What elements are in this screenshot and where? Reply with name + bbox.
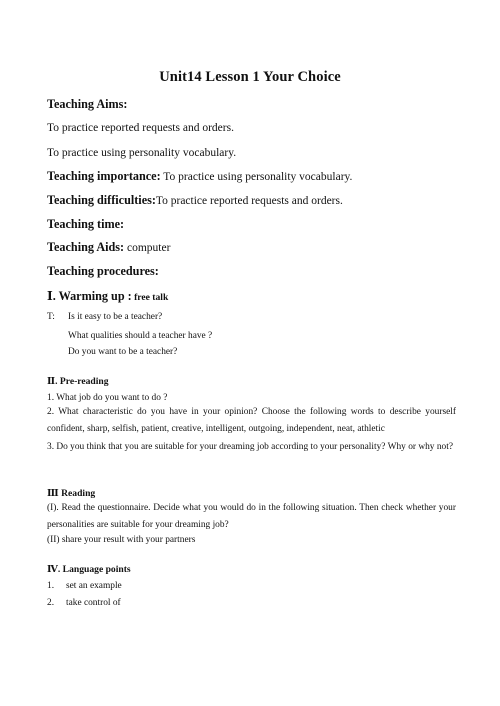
section-2-heading: Ⅱ. Pre-reading [47, 376, 109, 387]
teaching-aim-item: To practice using personality vocabulary. [47, 147, 237, 159]
language-point-number: 1. [47, 581, 55, 591]
teaching-aim-item: To practice reported requests and orders. [47, 122, 234, 134]
teaching-difficulties-value: To practice reported requests and orders. [155, 195, 343, 207]
language-point-text: set an example [66, 581, 122, 591]
teaching-difficulties-label: Teaching difficulties: [47, 193, 156, 207]
language-point-item [47, 597, 121, 610]
section-1-heading-line [47, 289, 168, 305]
language-point-text: take control of [66, 598, 121, 608]
teaching-importance-value: To practice using personality vocabulary. [160, 171, 353, 183]
section-3-paragraph-1: (I). Read the questionnaire. Decide what you would do in the following situation. Then check whether your personalities are suitable for your dreaming job? [47, 503, 456, 531]
teaching-importance-label: Teaching importance: [47, 169, 161, 183]
section-1-question: Is it easy to be a teacher? [68, 312, 163, 322]
teaching-aids-label: Teaching Aids: [47, 240, 125, 254]
teaching-difficulties [47, 193, 343, 208]
section-1-question: Do you want to be a teacher? [68, 347, 178, 357]
teaching-procedures-label: Teaching procedures: [47, 264, 159, 278]
section-1-question: What qualities should a teacher have ? [68, 331, 213, 341]
teaching-aids-value: computer [124, 242, 171, 254]
language-point-item [47, 580, 122, 593]
section-3-paragraph-2: (II) share your result with your partners [47, 535, 196, 545]
section-4-heading: Ⅳ. Language points [47, 564, 131, 575]
teaching-aids [47, 240, 170, 255]
teaching-aims-label: Teaching Aims: [47, 97, 128, 111]
section-1-subheading: free talk [131, 292, 169, 303]
teaching-time-label: Teaching time: [47, 217, 125, 231]
language-point-number: 2. [47, 598, 55, 608]
section-3-heading: Ⅲ Reading [47, 488, 96, 499]
section-2-question-3: 3. Do you think that you are suitable for your dreaming job according to your personality? Why or why not? [47, 442, 453, 452]
section-2-question-2: 2. What characteristic do you have in your opinion? Choose the following words to describe yourself confident, sharp, selfish, patient, creative, intelligent, outgoing, independent, neat, athletic [47, 407, 456, 435]
section-2-question-1: 1. What job do you want to do ? [47, 393, 168, 403]
section-1-speaker: T: [47, 312, 55, 322]
teaching-importance [47, 169, 352, 184]
document-title: Unit14 Lesson 1 Your Choice [159, 69, 341, 85]
section-1-heading: Ⅰ. Warming up : [47, 289, 132, 303]
